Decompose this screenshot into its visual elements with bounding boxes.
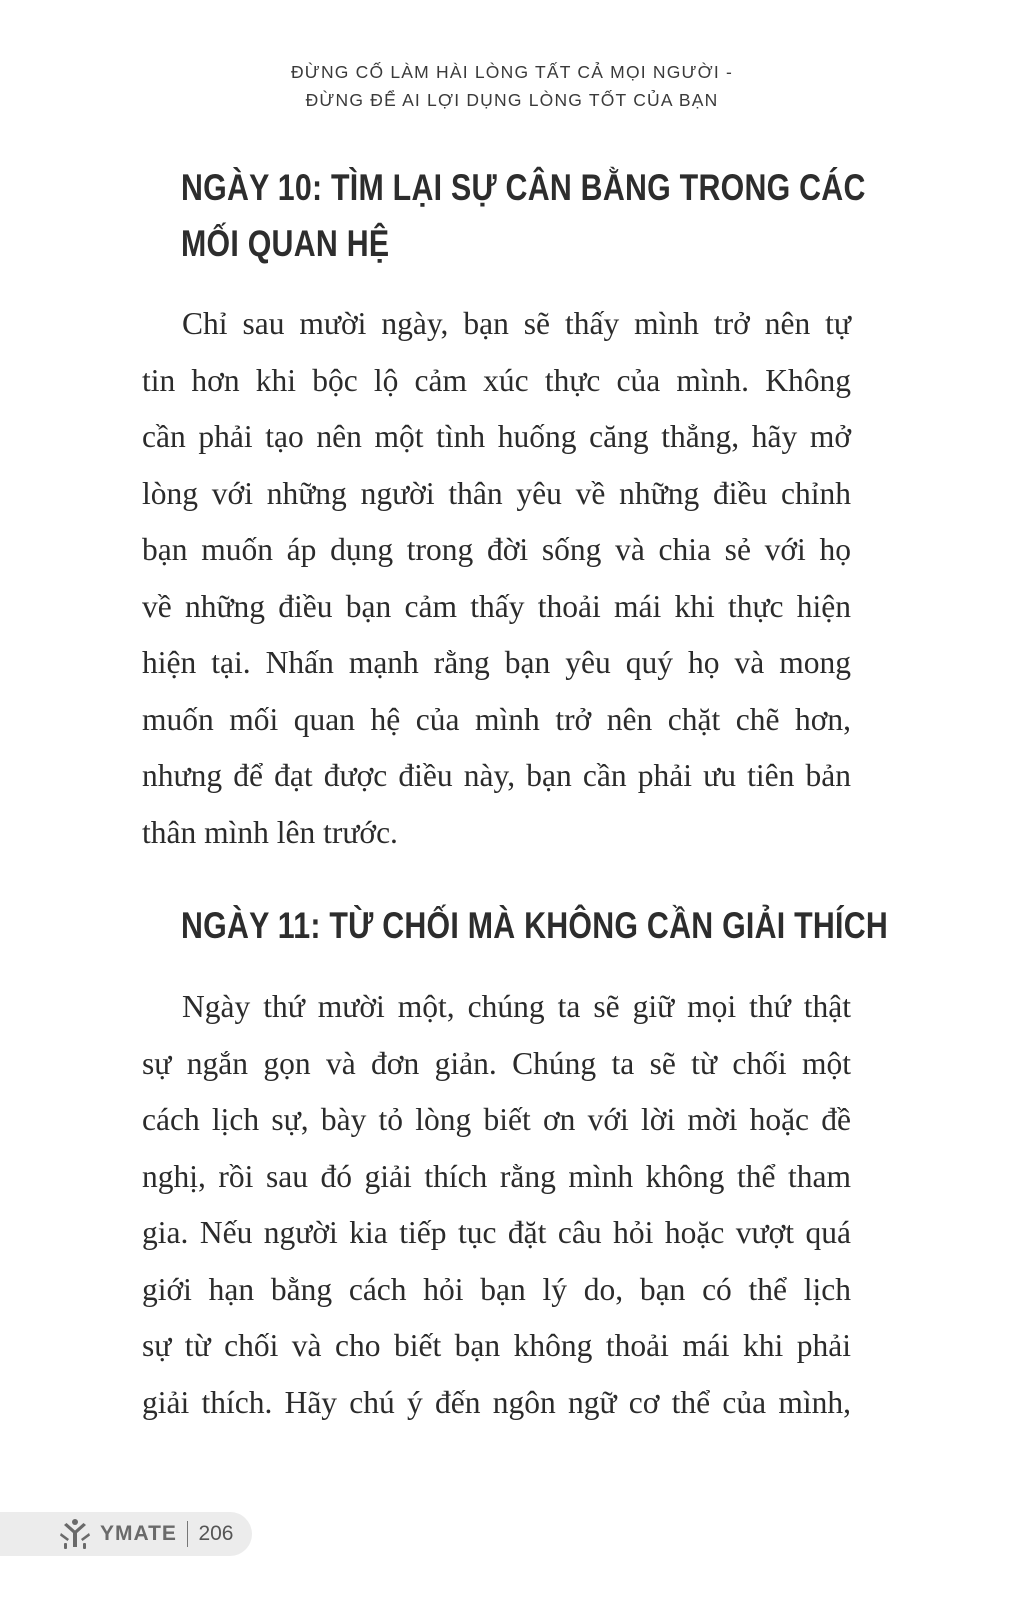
brand-name: YMATE xyxy=(100,1522,177,1545)
running-header xyxy=(0,58,1024,114)
ymate-logo-icon xyxy=(58,1517,92,1551)
paragraph-day-10 xyxy=(142,296,851,861)
paragraph-line: Chỉ sau mười ngày, bạn sẽ thấy mình trở nên tự xyxy=(182,306,851,341)
paragraph-line: nhưng để đạt được điều này, bạn cần phải ưu tiên bản xyxy=(142,758,851,793)
paragraph-line: gia. Nếu người kia tiếp tục đặt câu hỏi hoặc vượt quá xyxy=(142,1215,851,1250)
paragraph-line: hiện tại. Nhấn mạnh rằng bạn yêu quý họ và mong xyxy=(142,645,851,680)
paragraph-line: thân mình lên trước. xyxy=(142,814,398,850)
running-header-line-2: ĐỪNG ĐỂ AI LỢI DỤNG LÒNG TỐT CỦA BẠN xyxy=(305,90,719,110)
paragraph-line: lòng với những người thân yêu về những điều chỉnh xyxy=(142,475,851,511)
paragraph-line: giải thích. Hãy chú ý đến ngôn ngữ cơ thể của mình, xyxy=(142,1384,851,1420)
footer-divider xyxy=(187,1521,189,1547)
paragraph-line: cách lịch sự, bày tỏ lòng biết ơn với lời mời hoặc đề xyxy=(142,1102,851,1137)
page-footer xyxy=(0,1512,252,1556)
section-title-day-11 xyxy=(181,898,889,954)
paragraph-line: muốn mối quan hệ của mình trở nên chặt chẽ hơn, xyxy=(142,701,851,737)
paragraph-line: sự từ chối và cho biết bạn không thoải mái khi phải xyxy=(142,1328,851,1363)
paragraph-line: cần phải tạo nên một tình huống căng thẳng, hãy mở xyxy=(142,419,851,454)
section-title-line: MỐI QUAN HỆ xyxy=(181,223,390,264)
paragraph-line: Ngày thứ mười một, chúng ta sẽ giữ mọi thứ thật xyxy=(182,989,851,1024)
section-title-line: NGÀY 11: TỪ CHỐI MÀ KHÔNG CẦN GIẢI THÍCH xyxy=(181,905,889,946)
paragraph-line: nghị, rồi sau đó giải thích rằng mình không thể tham xyxy=(142,1158,851,1194)
paragraph-line: sự ngắn gọn và đơn giản. Chúng ta sẽ từ chối một xyxy=(142,1045,851,1081)
paragraph-line: về những điều bạn cảm thấy thoải mái khi thực hiện xyxy=(142,588,851,624)
section-title-line: NGÀY 10: TÌM LẠI SỰ CÂN BẰNG TRONG CÁC xyxy=(181,167,866,208)
paragraph-day-11 xyxy=(142,979,851,1431)
paragraph-line: giới hạn bằng cách hỏi bạn lý do, bạn có thể lịch xyxy=(142,1271,851,1307)
paragraph-line: tin hơn khi bộc lộ cảm xúc thực của mình. Không xyxy=(142,362,851,398)
running-header-line-1: ĐỪNG CỐ LÀM HÀI LÒNG TẤT CẢ MỌI NGƯỜI - xyxy=(290,62,734,82)
paragraph-line: bạn muốn áp dụng trong đời sống và chia sẻ với họ xyxy=(142,532,851,567)
section-title-day-10 xyxy=(181,160,866,272)
page-number: 206 xyxy=(198,1522,234,1545)
